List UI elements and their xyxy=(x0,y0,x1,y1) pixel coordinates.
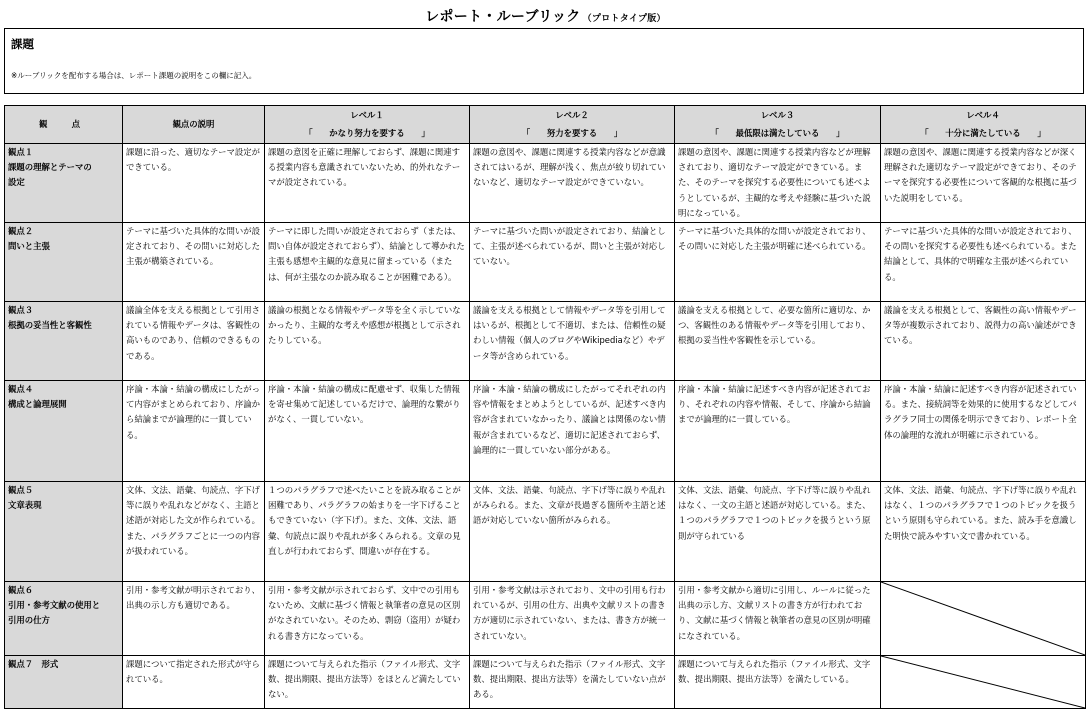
row-5-level-2: 文体、文法、語彙、句読点、字下げ等に誤りや乱れがみられる。また、文章が長過ぎる箇所や主語と述語が対応していない箇所がみられる。 xyxy=(470,482,675,582)
viewpoint-3 xyxy=(5,302,123,381)
viewpoint-5 xyxy=(5,482,123,582)
row-2-level-4: テーマに基づいた具体的な問いが設定されており、その問いを探究する必要性も述べられている。また結論として、具体的で明確な主張が述べられている。 xyxy=(881,223,1086,302)
row-3-level-1: 議論の根拠となる情報やデータ等を全く示していなかったり、主観的な考えや感想が根拠として示されたりしている。 xyxy=(265,302,470,381)
row-2-level-3: テーマに基づいた具体的な問いが設定されており、その問いに対応した主張が明確に述べられている。 xyxy=(675,223,881,302)
header-viewpoint: 観 点 xyxy=(5,106,123,144)
viewpoint-2 xyxy=(5,223,123,302)
header-description: 観点の説明 xyxy=(123,106,265,144)
row-3-level-4: 議論を支える根拠として、客観性の高い情報やデータ等が複数示されており、説得力の高い論述ができている。 xyxy=(881,302,1086,381)
row-3-level-2: 議論を支える根拠として情報やデータ等を引用してはいるが、根拠として不適切、または、信頼性の疑わしい情報（個人のブログやWikipediaなど）やデータ等が含められている。 xyxy=(470,302,675,381)
viewpoint-7 xyxy=(5,656,123,709)
level-4-desc: 「 十分に満たしている 」 xyxy=(920,127,1046,138)
row-6-level-1: 引用・参考文献が示されておらず、文中での引用もないため、文献に基づく情報と執筆者の意見の区別がなされていない。そのため、剽窃（盗用）が疑われる書き方になっている。 xyxy=(265,582,470,656)
viewpoint-3-line-1: 観点３ xyxy=(8,305,34,316)
row-5-level-3: 文体、文法、語彙、句読点、字下げ等に誤りや乱れはなく、一文の主語と述語が対応している。また、１つのパラグラフで１つのトピックを扱うという原則が守られている xyxy=(675,482,881,582)
rubric-row-2 xyxy=(5,223,1086,302)
viewpoint-6 xyxy=(5,582,123,656)
level-1-label: レベル１ xyxy=(350,110,384,121)
viewpoint-2-line-2: 問いと主張 xyxy=(8,241,50,252)
header-row xyxy=(5,106,1086,144)
row-7-level-3: 課題について与えられた指示（ファイル形式、文字数、提出期限、提出方法等）を満たしている。 xyxy=(675,656,881,709)
row-7-level-4-empty xyxy=(881,656,1086,709)
viewpoint-6-line-1: 観点６ xyxy=(8,585,34,596)
title-main: レポート・ルーブリック xyxy=(425,9,581,25)
level-1-desc: 「 かなり努力を要する 」 xyxy=(304,127,430,138)
viewpoint-2-line-1: 観点２ xyxy=(8,226,34,237)
header-level-2 xyxy=(470,106,675,144)
row-1-level-3: 課題の意図や、課題に関連する授業内容などが理解されており、適切なテーマ設定ができている。また、そのテーマを探究する必要性についても述べようとしているが、主観的な考えや経験に基づいた説明になっている。 xyxy=(675,144,881,223)
description-4: 序論・本論・結論の構成にしたがって内容がまとめられており、序論から結論までが論理的に一貫している。 xyxy=(123,381,265,482)
row-1-level-4: 課題の意図や、課題に関連する授業内容などが深く理解された適切なテーマ設定ができており、そのテーマを探究する必要性について客観的な根拠に基づいた説明をしている。 xyxy=(881,144,1086,223)
row-3-level-3: 議論を支える根拠として、必要な箇所に適切な、かつ、客観性のある情報やデータ等を引用しており、根拠の妥当性や客観性を示している。 xyxy=(675,302,881,381)
row-2-level-1: テーマに即した問いが設定されておらず（または、問い自体が設定されておらず）、結論として導かれた主張も感想や主観的な意見に留まっている（または、何が主張なのか読み取ることが困難である）。 xyxy=(265,223,470,302)
task-note: ※ルーブリックを配布する場合は、レポート課題の説明をこの欄に記入。 xyxy=(11,71,257,80)
viewpoint-4-line-1: 観点４ xyxy=(8,384,34,395)
header-level-3 xyxy=(675,106,881,144)
description-5: 文体、文法、語彙、句読点、字下げ等に誤りや乱れなどがなく、主語と述語が対応した文が作られている。また、パラグラフごとに一つの内容が扱われている。 xyxy=(123,482,265,582)
row-1-level-1: 課題の意図を正確に理解しておらず、課題に関連する授業内容も意識されていないため、的外れなテーマが設定されている。 xyxy=(265,144,470,223)
viewpoint-5-line-1: 観点５ xyxy=(8,485,34,496)
viewpoint-4 xyxy=(5,381,123,482)
row-7-level-1: 課題について与えられた指示（ファイル形式、文字数、提出期限、提出方法等）をほとんど満たしていない。 xyxy=(265,656,470,709)
header-level-4 xyxy=(881,106,1086,144)
task-box[interactable] xyxy=(4,28,1084,94)
rubric-table xyxy=(4,105,1086,709)
rubric-row-5 xyxy=(5,482,1086,582)
description-7: 課題について指定された形式が守られている。 xyxy=(123,656,265,709)
row-6-level-3: 引用・参考文献から適切に引用し、ルールに従った出典の示し方、文献リストの書き方が行われており、文献に基づく情報と執筆者の意見の区別が明確になされている。 xyxy=(675,582,881,656)
level-3-label: レベル３ xyxy=(760,110,795,121)
rubric-row-6 xyxy=(5,582,1086,656)
row-1-level-2: 課題の意図や、課題に関連する授業内容などが意識されてはいるが、理解が浅く、焦点が絞り切れていないなど、適切なテーマ設定ができていない。 xyxy=(470,144,675,223)
rubric-row-3 xyxy=(5,302,1086,381)
row-2-level-2: テーマに基づいた問いが設定されており、結論として、主張が述べられているが、問いと主張が対応していない。 xyxy=(470,223,675,302)
row-6-level-2: 引用・参考文献は示されており、文中の引用も行われているが、引用の仕方、出典や文献リストの書き方が適切に示されていない、または、書き方が統一されていない。 xyxy=(470,582,675,656)
header-level-1 xyxy=(265,106,470,144)
row-4-level-1: 序論・本論・結論の構成に配慮せず、収集した情報を寄せ集めて記述しているだけで、論理的な繋がりがなく、一貫していない。 xyxy=(265,381,470,482)
viewpoint-1-line-1: 観点１ xyxy=(8,147,34,157)
description-2: テーマに基づいた具体的な問いが設定されており、その問いに対応した主張が構築されている。 xyxy=(123,223,265,302)
row-5-level-4: 文体、文法、語彙、句読点、字下げ等に誤りや乱れはなく、１つのパラグラフで１つのトピックを扱うという原則も守られている。また、読み手を意識した明快で読みやすい文で書かれている。 xyxy=(881,482,1086,582)
rubric-row-1 xyxy=(5,144,1086,223)
title-subtitle: （プロトタイプ版） xyxy=(582,14,666,24)
viewpoint-1-line-3: 設定 xyxy=(8,177,25,188)
level-2-label: レベル２ xyxy=(555,110,589,121)
viewpoint-7-line-1: 観点７ 形式 xyxy=(8,659,59,670)
rubric-row-4 xyxy=(5,381,1086,482)
viewpoint-1 xyxy=(5,144,123,223)
description-1: 課題に沿った、適切なテーマ設定ができている。 xyxy=(123,144,265,223)
viewpoint-6-line-3: 引用の仕方 xyxy=(8,615,50,626)
diagonal-strike xyxy=(881,656,1085,708)
row-5-level-1: １つのパラグラフで述べたいことを読み取ることが困難であり、パラグラフの始まりを一字下げることもできていない（字下げ）。また、文体、文法、語彙、句読点に誤りや乱れが多くみられる。文章の見直しが行われておらず、間違いが存在する。 xyxy=(265,482,470,582)
row-7-level-2: 課題について与えられた指示（ファイル形式、文字数、提出期限、提出方法等）を満たしていない点がある。 xyxy=(470,656,675,709)
level-2-desc: 「 努力を要する 」 xyxy=(521,127,623,138)
viewpoint-1-line-2: 課題の理解とテーマの xyxy=(8,162,92,173)
description-6: 引用・参考文献が明示されており、出典の示し方も適切である。 xyxy=(123,582,265,656)
description-3: 議論全体を支える根拠として引用されている情報やデータは、客観性の高いものであり、信頼のできるものである。 xyxy=(123,302,265,381)
level-3-desc: 「 最低限は満たしている 」 xyxy=(710,127,845,138)
viewpoint-3-line-2: 根拠の妥当性と客観性 xyxy=(8,320,92,331)
row-6-level-4-empty xyxy=(881,582,1086,656)
viewpoint-5-line-2: 文章表現 xyxy=(8,500,42,511)
diagonal-strike xyxy=(881,582,1085,655)
row-4-level-4: 序論・本論・結論に記述すべき内容が記述されている。また、接続詞等を効果的に使用するなどしてパラグラフ同士の関係を明示できており、レポート全体の論理的な流れが明確に示されている。 xyxy=(881,381,1086,482)
viewpoint-6-line-2: 引用・参考文献の使用と xyxy=(8,600,101,611)
viewpoint-4-line-2: 構成と論理展開 xyxy=(8,399,67,410)
task-heading: 課題 xyxy=(11,37,34,51)
row-4-level-2: 序論・本論・結論の構成にしたがってそれぞれの内容や情報をまとめようとしているが、記述すべき内容が含まれていなかったり、議論とは関係のない情報が含まれているなど、適切に記述されておらず、論理的に一貫していない部分がある。 xyxy=(470,381,675,482)
level-4-label: レベル４ xyxy=(966,110,1000,121)
page-title xyxy=(0,6,1091,26)
row-4-level-3: 序論・本論・結論に記述すべき内容が記述されており、それぞれの内容や情報、そして、序論から結論までが論理的に一貫している。 xyxy=(675,381,881,482)
rubric-row-7 xyxy=(5,656,1086,709)
